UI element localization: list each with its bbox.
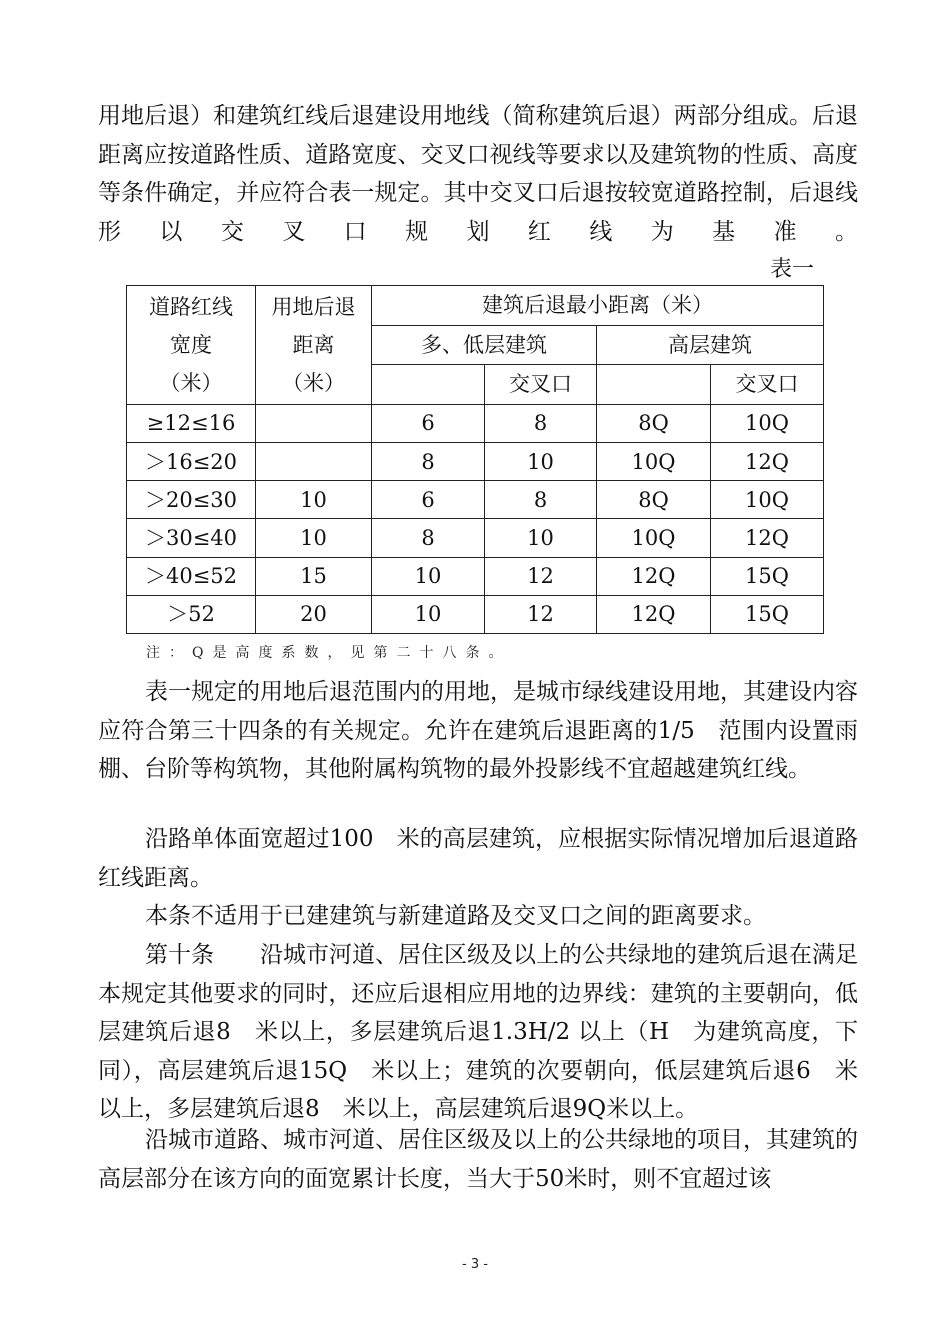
cell: 10 — [485, 519, 597, 557]
header-road-width — [127, 286, 256, 405]
paragraph-6: 沿城市道路、城市河道、居住区级及以上的公共绿地的项目，其建筑的高层部分在该方向的面宽累计长度，当大于50米时，则不宜超过该 — [98, 1127, 858, 1192]
table-row — [127, 557, 824, 595]
cell: ＞40≤52 — [127, 557, 256, 595]
cell: 12Q — [711, 519, 824, 557]
header-line: 用地后退 — [271, 294, 356, 319]
cell: 8Q — [597, 481, 711, 519]
cell: 15 — [256, 557, 372, 595]
cell: 8 — [485, 481, 597, 519]
header-empty — [372, 365, 485, 405]
cell: 8 — [372, 519, 485, 557]
header-line: （米） — [159, 370, 223, 395]
paragraph-4: 本条不适用于已建建筑与新建道路及交叉口之间的距离要求。 — [145, 903, 766, 929]
table-row — [127, 595, 824, 633]
cell: 10Q — [597, 519, 711, 557]
header-line: 道路红线 — [149, 294, 233, 319]
cell — [256, 404, 372, 442]
setback-table — [126, 285, 824, 634]
cell: 12Q — [711, 442, 824, 480]
cell: 15Q — [711, 595, 824, 633]
cell: 12 — [485, 557, 597, 595]
header-line: （米） — [282, 370, 345, 395]
header-building-setback: 建筑后退最小距离（米） — [372, 286, 824, 326]
cell: ＞52 — [127, 595, 256, 633]
cell: 12Q — [597, 595, 711, 633]
cell: 8 — [485, 404, 597, 442]
header-intersection: 交叉口 — [485, 365, 597, 405]
header-empty — [597, 365, 711, 405]
cell: 10Q — [711, 404, 824, 442]
paragraph-3: 沿路单体面宽超过100 米的高层建筑，应根据实际情况增加后退道路红线距离。 — [98, 826, 858, 891]
cell: 8Q — [597, 404, 711, 442]
header-high-rise: 高层建筑 — [597, 325, 824, 365]
header-line: 距离 — [292, 332, 335, 357]
cell: 12 — [485, 595, 597, 633]
cell: ＞16≤20 — [127, 442, 256, 480]
cell: ＞30≤40 — [127, 519, 256, 557]
table-note: 注：Q是高度系数，见第二十八条。 — [146, 645, 512, 661]
table-row — [127, 519, 824, 557]
table-row — [127, 442, 824, 480]
cell: 15Q — [711, 557, 824, 595]
cell: 12Q — [597, 557, 711, 595]
page-number: - 3 - — [462, 1257, 488, 1272]
cell: 8 — [372, 442, 485, 480]
header-low-rise: 多、低层建筑 — [372, 325, 597, 365]
cell: 10 — [256, 481, 372, 519]
paragraph-1: 用地后退）和建筑红线后退建设用地线（简称建筑后退）两部分组成。后退距离应按道路性质、道路宽度、交叉口视线等要求以及建筑物的性质、高度等条件确定，并应符合表一规定。其中交叉口后退按较宽道路控制，后退线形以交叉口规划红线为基准。 — [98, 103, 858, 245]
cell: ≥12≤16 — [127, 404, 256, 442]
table-row — [127, 481, 824, 519]
cell: 10Q — [597, 442, 711, 480]
table-caption: 表一 — [770, 257, 815, 282]
cell: 10 — [372, 557, 485, 595]
cell: 6 — [372, 481, 485, 519]
table-row — [127, 404, 824, 442]
cell: 10Q — [711, 481, 824, 519]
cell: ＞20≤30 — [127, 481, 256, 519]
paragraph-5: 第十条 沿城市河道、居住区级及以上的公共绿地的建筑后退在满足本规定其他要求的同时，还应后退相应用地的边界线：建筑的主要朝向，低层建筑后退8 米以上，多层建筑后退1.3H/2 以上（H 为建筑高度，下同），高层建筑后退15Q 米以上；建筑的次要朝向，低层建筑后退6 米以上，多层建筑后退8 米以上，高层建筑后退9Q米以上。 — [98, 942, 858, 1122]
cell — [256, 442, 372, 480]
paragraph-2: 表一规定的用地后退范围内的用地，是城市绿线建设用地，其建设内容应符合第三十四条的有关规定。允许在建筑后退距离的1/5 范围内设置雨棚、台阶等构筑物，其他附属构筑物的最外投影线不宜超越建筑红线。 — [98, 679, 858, 782]
cell: 10 — [485, 442, 597, 480]
cell: 20 — [256, 595, 372, 633]
cell: 10 — [256, 519, 372, 557]
header-line: 宽度 — [170, 332, 212, 357]
cell: 10 — [372, 595, 485, 633]
cell: 6 — [372, 404, 485, 442]
header-intersection: 交叉口 — [711, 365, 824, 405]
header-land-setback — [256, 286, 372, 405]
